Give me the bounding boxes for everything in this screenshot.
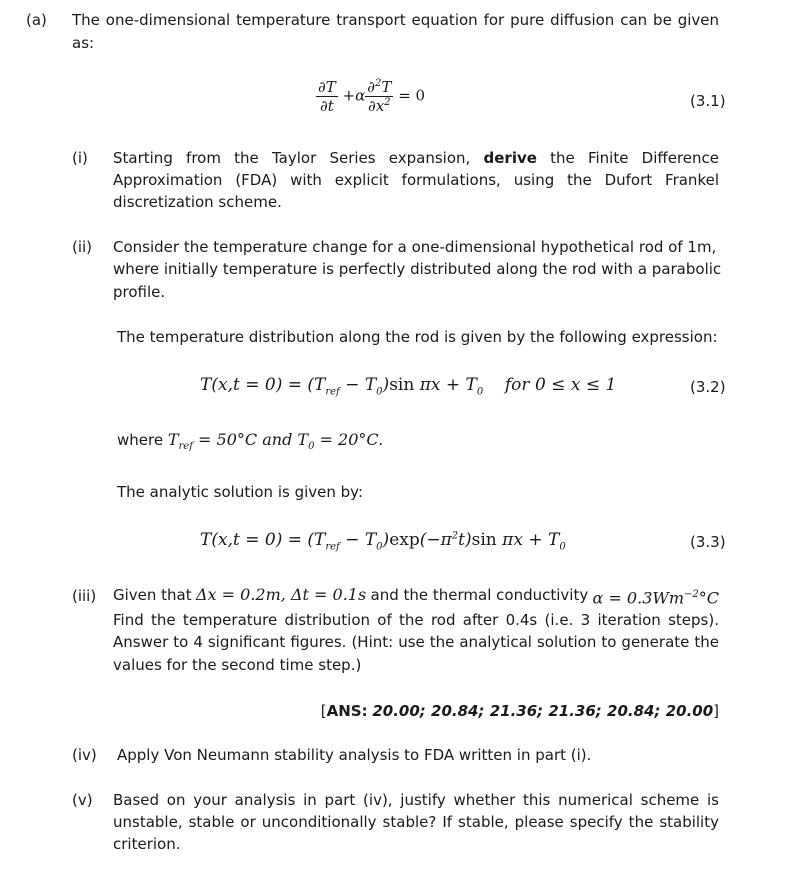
part-i-label: (i) [72,149,88,167]
part-v-line2: unstable, stable or unconditionally stable? If stable, please specify the stability [113,813,719,831]
part-ii-line1: Consider the temperature change for a one-dimensional hypothetical rod of 1m, [113,238,717,256]
part-i-line1: Starting from the Taylor Series expansion, derive the Finite Difference [113,149,719,167]
part-ii-line3: profile. [113,283,166,301]
part-a-label: (a) [26,11,47,29]
part-iii-line3: Answer to 4 significant figures. (Hint: use the analytical solution to generate the [113,633,719,651]
part-v-line3: criterion. [113,835,181,853]
equation-3-3-number: (3.3) [690,533,726,551]
part-iii-label: (iii) [72,587,97,605]
where-line: where $T_{ref} = 50^\circ C$ and $T_0 = 20^\circ C$. [117,430,384,453]
equation-3-2: $T(x,t = 0) = (T_{ref} - T_0)\sin$ $\pi x + T_0$ for 0 ≤ x ≤ 1 [200,375,617,398]
part-iv-label: (iv) [72,746,97,764]
part-v-line1: Based on your analysis in part (iv), justify whether this numerical scheme is [113,791,719,809]
analytic-text: The analytic solution is given by: [117,483,364,501]
equation-3-1: $\frac{\partial T}{\partial t}$ +α $\frac{\partial^2T}{\partial x^2}$ = 0 [318,78,426,115]
part-ii-line2: where initially temperature is perfectly distributed along the rod with a parabolic [113,260,722,278]
distribution-text: The temperature distribution along the rod is given by the following expression: [117,328,718,346]
part-iv-text: Apply Von Neumann stability analysis to FDA written in part (i). [117,746,592,764]
part-iii-line4: values for the second time step.) [113,656,362,674]
part-i-line2: Approximation (FDA) with explicit formulations, using the Dufort Frankel [113,171,719,189]
part-iii-line2: Find the temperature distribution of the rod after 0.4s (i.e. 3 iteration steps). [113,611,719,629]
part-ii-label: (ii) [72,238,93,256]
equation-3-2-number: (3.2) [690,378,726,396]
equation-3-3: $T(x,t = 0) = (T_{ref} - T_0)\exp(-\pi^2t)\sin$ $\pi x + T_0$ [200,530,566,553]
equation-3-1-number: (3.1) [690,92,726,110]
answer-line: [ANS: 20.00; 20.84; 21.36; 21.36; 20.84; 20.00] [320,702,719,720]
part-a-intro-line1: The one-dimensional temperature transport equation for pure diffusion can be given [72,11,719,29]
part-v-label: (v) [72,791,93,809]
part-i-line3: discretization scheme. [113,193,282,211]
part-a-intro-line2: as: [72,34,95,52]
part-iii-line1: Given that Δx = 0.2m, Δt = 0.1s and the thermal conductivity $\alpha = 0.3Wm^{-2}^\circ C$ [113,585,719,608]
